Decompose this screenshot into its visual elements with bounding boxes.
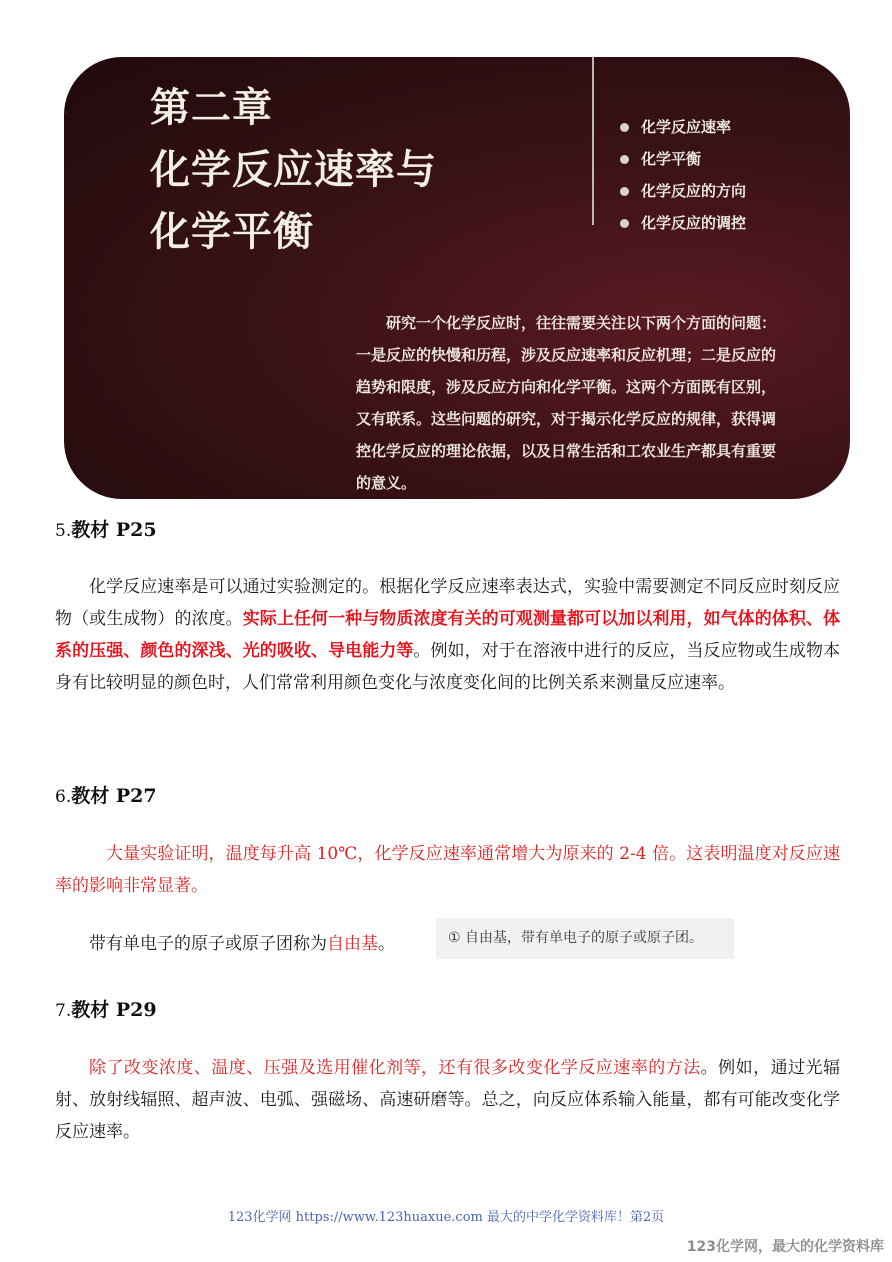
footnote-image: ① 自由基，带有单电子的原子或原子团。	[436, 918, 734, 959]
section-paragraph: 化学反应速率是可以通过实验测定的。根据化学反应速率表达式，实验中需要测定不同反应时刻反应物（或生成物）的浓度。实际上任何一种与物质浓度有关的可观测量都可以加以利用，如气体的体积、体系的压强、颜色的深浅、光的吸收、导电能力等。例如，对于在溶液中进行的反应，当反应物或生成物本身有比较明显的颜色时，人们常常利用颜色变化与浓度变化间的比例关系来测量反应速率。	[55, 577, 841, 693]
topic-list	[620, 111, 746, 239]
chapter-banner	[64, 57, 850, 499]
topic-item: 化学平衡	[620, 143, 746, 175]
section-heading: 5.教材 P25	[55, 519, 157, 541]
topic-item: 化学反应速率	[620, 111, 746, 143]
bullet-icon	[620, 123, 629, 132]
bullet-icon	[620, 219, 629, 228]
section-heading: 6.教材 P27	[55, 785, 157, 807]
highlight-text: 实际上任何一种与物质浓度有关的可观测量都可以加以利用，如气体的体积、体系的压强、颜色的深浅、光的吸收、导电能力等	[55, 609, 840, 661]
section-paragraph: 大量实验证明，温度每升高 10℃，化学反应速率通常增大为原来的 2-4 倍。这表明温度对反应速率的影响非常显著。	[55, 844, 840, 896]
section-paragraph: 带有单电子的原子或原子团称为自由基。	[89, 934, 395, 954]
highlight-text: 自由基	[327, 934, 378, 954]
watermark: 123化学网，最大的化学资料库	[686, 1239, 884, 1255]
section-paragraph: 除了改变浓度、温度、压强及选用催化剂等，还有很多改变化学反应速率的方法。例如，通过光辐射、放射线辐照、超声波、电弧、强磁场、高速研磨等。总之，向反应体系输入能量，都有可能改变化学反应速率。	[55, 1058, 841, 1142]
bullet-icon	[620, 155, 629, 164]
topic-item: 化学反应的方向	[620, 175, 746, 207]
topic-item: 化学反应的调控	[620, 207, 746, 239]
section-heading: 7.教材 P29	[55, 999, 157, 1021]
chapter-intro: 研究一个化学反应时，往往需要关注以下两个方面的问题：一是反应的快慢和历程，涉及反应速率和反应机理；二是反应的趋势和限度，涉及反应方向和化学平衡。这两个方面既有区别，又有联系。这些问题的研究，对于揭示化学反应的规律，获得调控化学反应的理论依据，以及日常生活和工农业生产都具有重要的意义。	[356, 314, 777, 492]
highlight-text: 除了改变浓度、温度、压强及选用催化剂等，还有很多改变化学反应速率的方法	[89, 1058, 701, 1078]
chapter-title: 第二章 化学反应速率与 化学平衡	[150, 85, 437, 255]
page-footer: 123化学网 https://www.123huaxue.com 最大的中学化学资料库！第2页	[227, 1210, 665, 1225]
divider	[592, 57, 594, 225]
bullet-icon	[620, 187, 629, 196]
